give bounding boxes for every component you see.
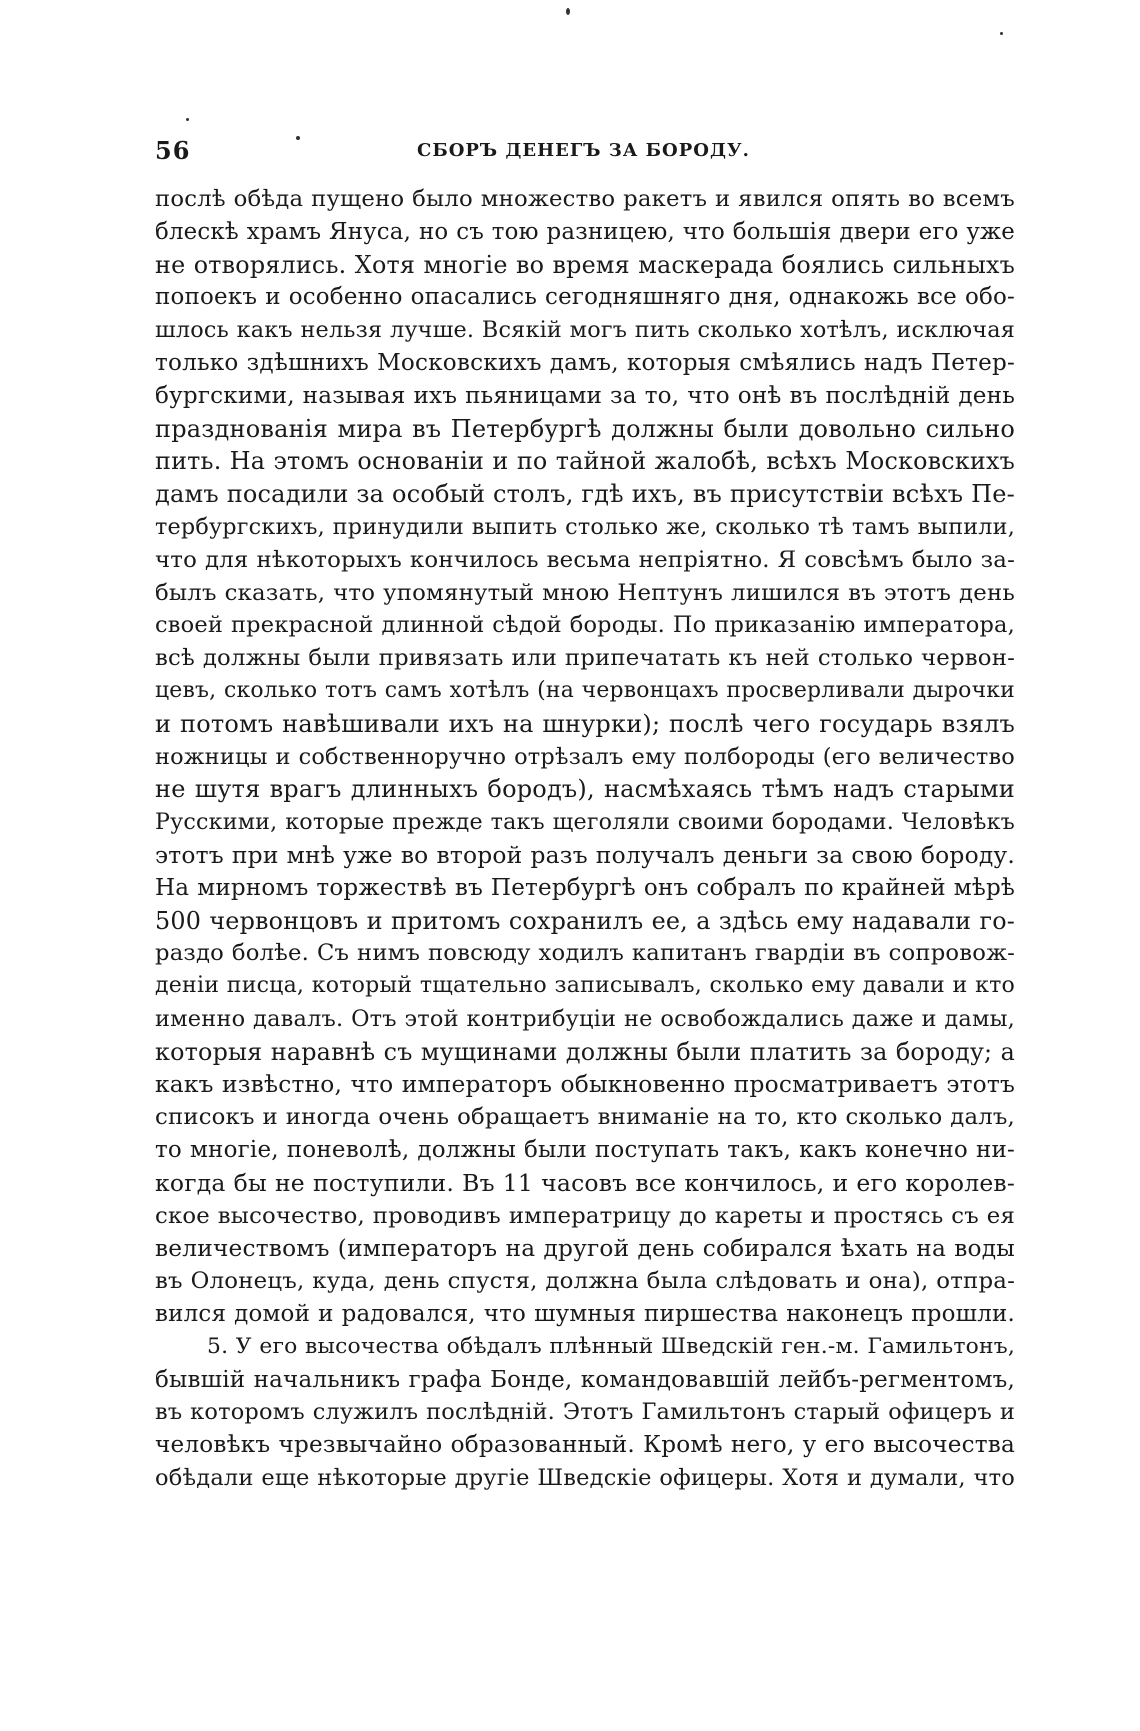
text-line: пить. На этомъ основаніи и по тайной жалобѣ, всѣхъ Московскихъ [155, 447, 1015, 476]
text-line: человѣкъ чрезвычайно образованный. Кромѣ него, у его высочества [155, 1432, 1015, 1459]
text-line: бургскими, называя ихъ пьяницами за то, что онѣ въ послѣдній день [155, 382, 1015, 409]
text-line: блескѣ храмъ Януса, но съ тою разницею, что большія двери его уже [155, 218, 1015, 245]
paragraph-start-line: 5. У его высочества обѣдалъ плѣнный Шведскій ген.-м. Гамильтонъ, [207, 1333, 1015, 1359]
scan-speck [1000, 32, 1003, 35]
text-line: шлось какъ нельзя лучше. Всякій могъ пить сколько хотѣлъ, исключая [155, 317, 1015, 344]
text-line: раздо болѣе. Съ нимъ повсюду ходилъ капитанъ гвардіи въ сопровож- [155, 940, 1015, 967]
text-line: тербургскихъ, принудили выпить столько же, сколько тѣ тамъ выпили, [155, 513, 1015, 540]
text-line: своей прекрасной длинной сѣдой бороды. По приказанію императора, [155, 612, 1015, 639]
text-line: ское высочество, проводивъ императрицу до кареты и простясь съ ея [155, 1202, 1015, 1229]
text-line: не отворялись. Хотя многіе во время маскерада боялись сильныхъ [155, 250, 1015, 279]
text-line: 500 червонцовъ и притомъ сохранилъ ее, а здѣсь ему надавали го- [155, 906, 1015, 935]
text-line: не шутя врагъ длинныхъ бородъ), насмѣхаясь тѣмъ надъ старыми [155, 775, 1015, 804]
text-line: именно давалъ. Отъ этой контрибуціи не освобождались даже и дамы, [155, 1005, 1015, 1032]
text-line: празднованія мира въ Петербургѣ должны были довольно сильно [155, 414, 1015, 443]
page-number: 56 [155, 136, 191, 165]
text-line: только здѣшнихъ Московскихъ дамъ, которыя смѣялись надъ Петер- [155, 349, 1015, 376]
text-line: то многіе, поневолѣ, должны были поступать такъ, какъ конечно ни- [155, 1137, 1015, 1164]
body-text [155, 183, 1015, 1495]
text-line: какъ извѣстно, что императоръ обыкновенно просматриваетъ этотъ [155, 1070, 1015, 1098]
text-line: въ которомъ служилъ послѣдній. Этотъ Гамильтонъ старый офицеръ и [155, 1399, 1015, 1426]
text-line: и потомъ навѣшивали ихъ на шнурки); послѣ чего государь взялъ [155, 709, 1015, 738]
text-line: всѣ должны были привязать или припечатать къ ней столько червон- [155, 645, 1015, 672]
scan-speck [296, 136, 300, 140]
text-line: послѣ обѣда пущено было множество ракетъ и явился опять во всемъ [155, 186, 1015, 212]
text-line: величествомъ (императоръ на другой день собирался ѣхать на воды [155, 1234, 1015, 1262]
text-line: попоекъ и особенно опасались сегодняшняго дня, однакожь все обо- [155, 284, 1015, 311]
text-line: На мирномъ торжествѣ въ Петербургѣ онъ собралъ по крайней мѣрѣ [155, 874, 1015, 901]
text-line: былъ сказать, что упомянутый мною Нептунъ лишился въ этотъ день [155, 579, 1015, 606]
scan-speck [566, 8, 570, 15]
page-header [155, 136, 1015, 164]
text-line: деніи писца, который тщательно записывалъ, сколько ему давали и кто [155, 973, 1015, 999]
text-line: цевъ, сколько тотъ самъ хотѣлъ (на червонцахъ просверливали дырочки [155, 677, 1015, 703]
text-line: которыя наравнѣ съ мущинами должны были платить за бороду; а [155, 1037, 1015, 1066]
text-line: что для нѣкоторыхъ кончилось весьма непріятно. Я совсѣмъ было за- [155, 546, 1015, 573]
text-line: дамъ посадили за особый столъ, гдѣ ихъ, въ присутствіи всѣхъ Пе- [155, 480, 1015, 509]
text-line: когда бы не поступили. Въ 11 часовъ все кончилось, и его королев- [155, 1168, 1015, 1197]
scan-speck [186, 118, 189, 121]
text-line: Русскими, которые прежде такъ щеголяли своими бородами. Человѣкъ [155, 809, 1015, 836]
text-line: этотъ при мнѣ уже во второй разъ получалъ деньги за свою бороду. [155, 840, 1015, 869]
text-line: въ Олонецъ, куда, день спустя, должна была слѣдовать и она), отпра- [155, 1268, 1015, 1295]
text-line: обѣдали еще нѣкоторые другіе Шведскіе офицеры. Хотя и думали, что [155, 1465, 1015, 1492]
text-line: списокъ и иногда очень обращаетъ вниманіе на то, кто сколько далъ, [155, 1104, 1015, 1131]
running-title: СБОРЪ ДЕНЕГЪ ЗА БОРОДУ. [417, 140, 750, 161]
text-line: бывшій начальникъ графа Бонде, командовавшій лейбъ-регментомъ, [155, 1366, 1015, 1393]
text-line: вился домой и радовался, что шумныя пиршества наконецъ прошли. [155, 1301, 1015, 1328]
text-line: ножницы и собственноручно отрѣзалъ ему полбороды (его величество [155, 743, 1015, 770]
